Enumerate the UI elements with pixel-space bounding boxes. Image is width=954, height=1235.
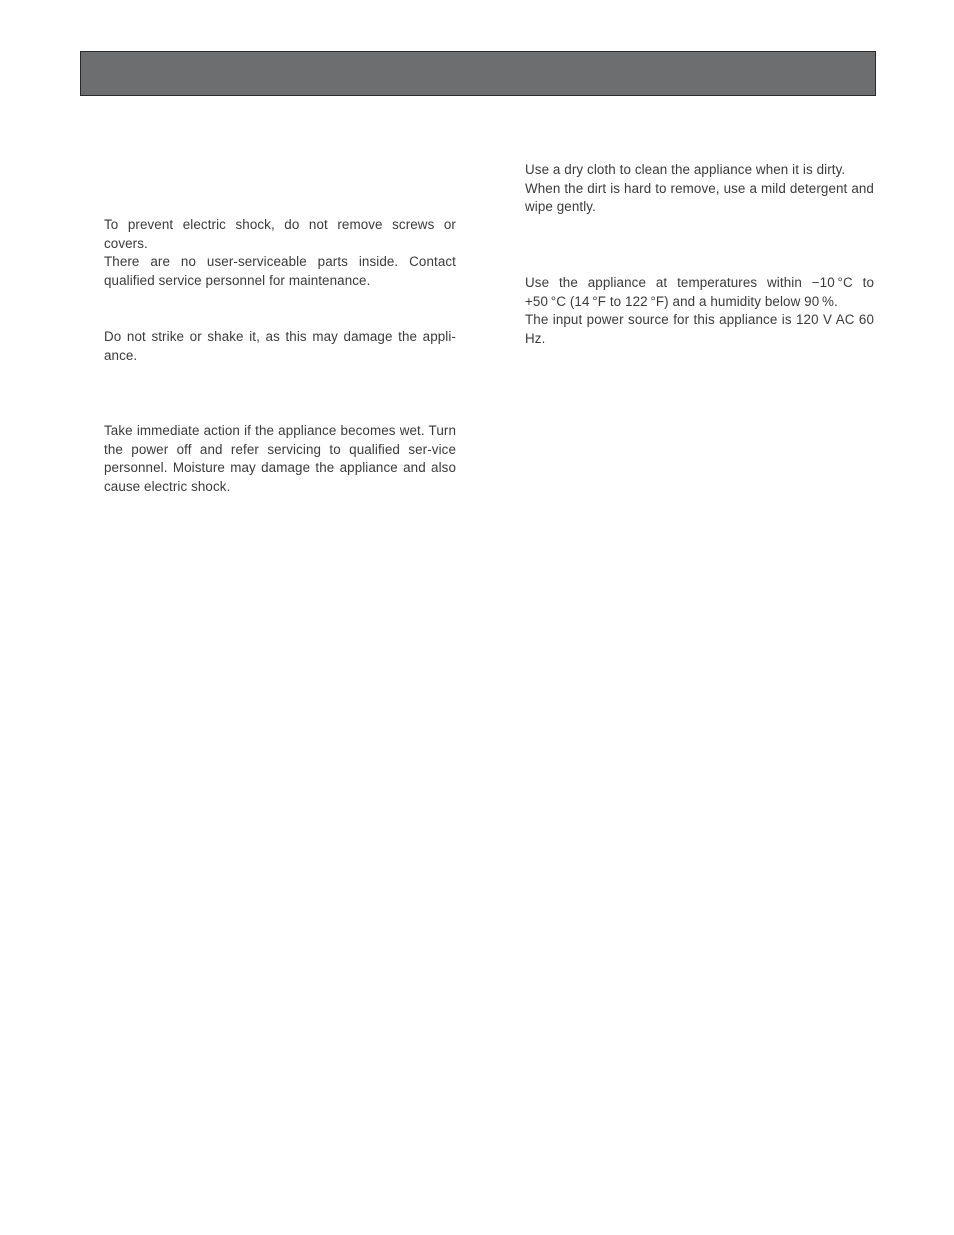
left-section-screws (104, 216, 456, 291)
paragraph: Use the appliance at temperatures within −10 °C to +50 °C (14 °F to 122 °F) and a humidity below 90 %. (525, 275, 874, 309)
paragraph: When the dirt is hard to remove, use a mild detergent and wipe gently. (525, 180, 874, 215)
paragraph: To prevent electric shock, do not remove screws or covers. (104, 217, 456, 251)
left-section-wet (104, 422, 456, 497)
header-bar (80, 51, 876, 96)
right-section-cleaning (525, 161, 874, 217)
paragraph: The input power source for this appliance is 120 V AC 60 Hz. (525, 312, 874, 347)
paragraph: Use a dry cloth to clean the appliance when it is dirty. (525, 162, 846, 177)
paragraph: Do not strike or shake it, as this may damage the appli-ance. (104, 329, 456, 363)
paragraph: Take immediate action if the appliance becomes wet. Turn the power off and refer servicing to qualified ser-vice personnel. Moisture may damage the appliance and also cause electric shock. (104, 423, 456, 495)
right-section-temperature (525, 274, 874, 349)
left-section-strike (104, 328, 456, 365)
paragraph: There are no user-serviceable parts inside. Contact qualified service personnel for maintenance. (104, 254, 456, 289)
